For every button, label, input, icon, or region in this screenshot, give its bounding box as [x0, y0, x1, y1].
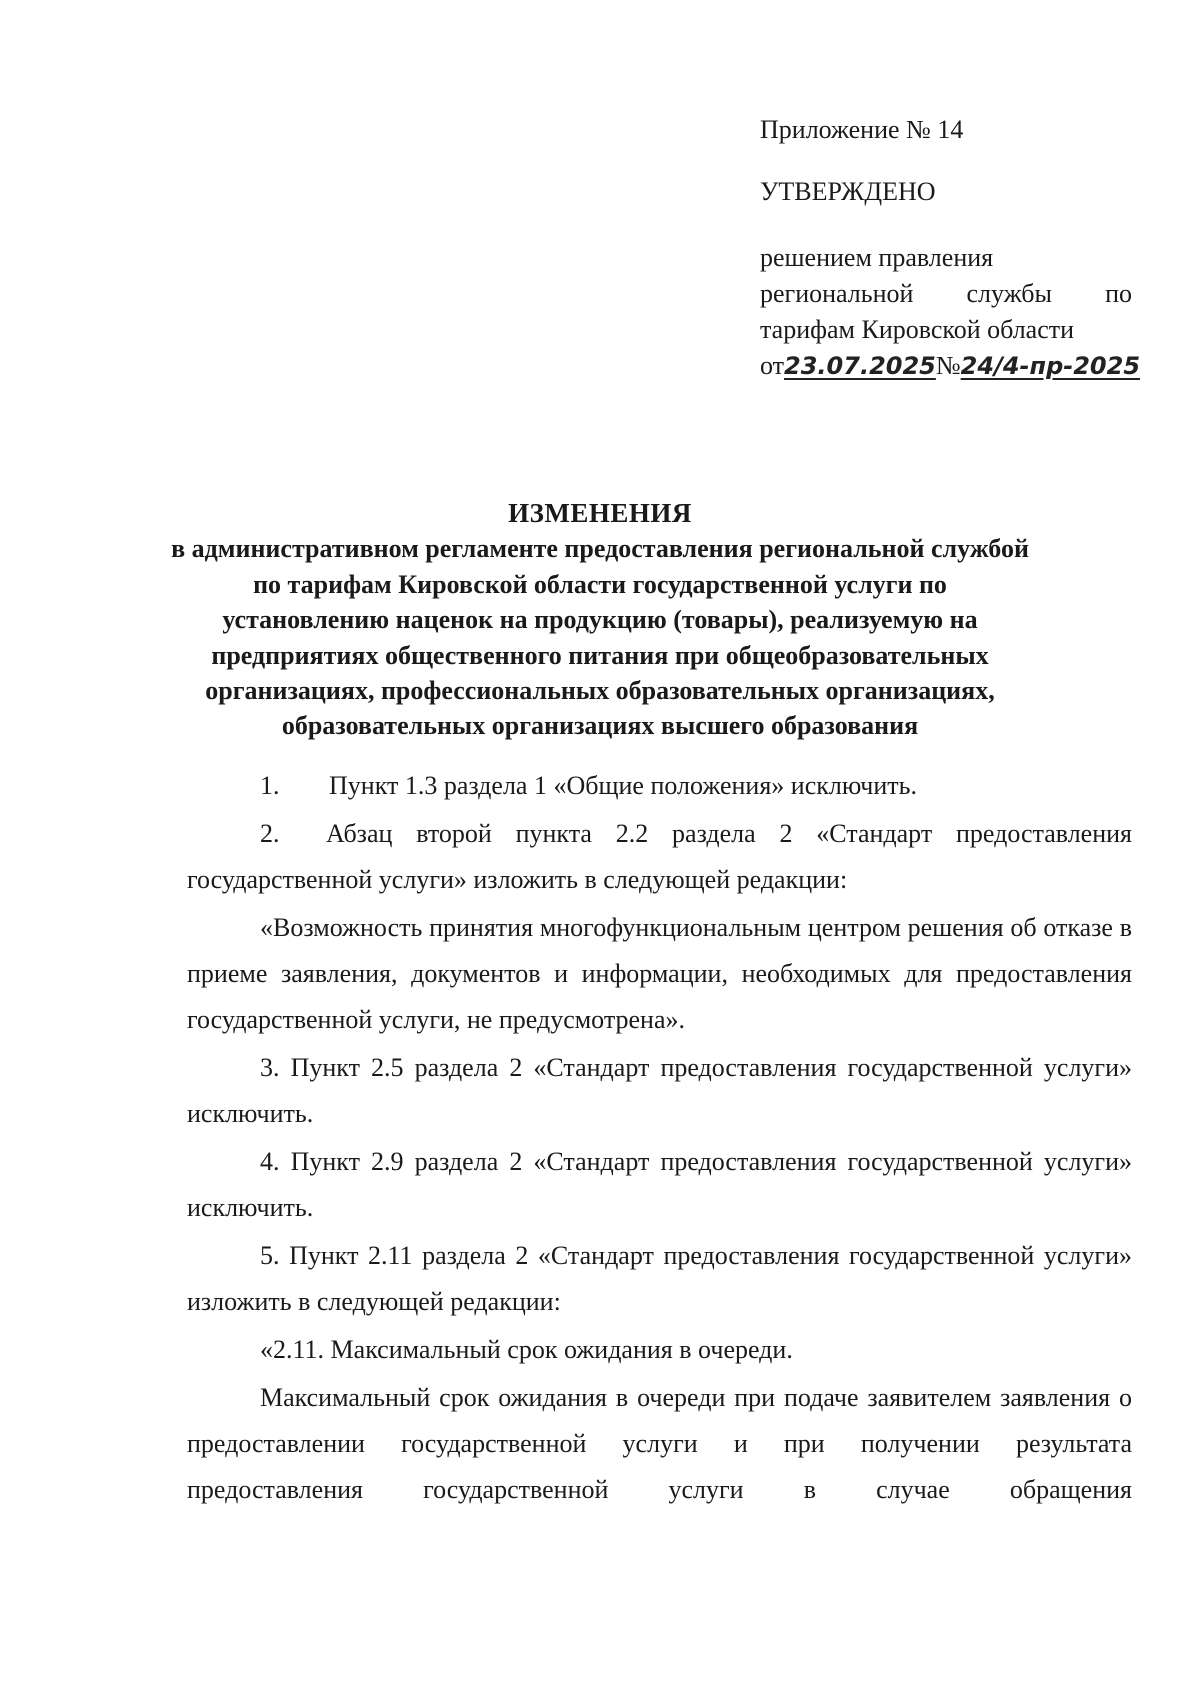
approval-block	[760, 112, 1140, 384]
heading-line: по тарифам Кировской области государственной услуги по	[253, 569, 947, 599]
heading-line: образовательных организациях высшего образования	[281, 711, 919, 741]
basis-line-2	[760, 276, 1132, 312]
item-text: Пункт 1.3 раздела 1 «Общие положения» исключить.	[329, 771, 917, 800]
basis-line-1: решением правления	[760, 243, 994, 272]
approval-stamp-text: УТВЕРЖДЕНО	[760, 177, 936, 206]
basis-word: службы	[966, 279, 1053, 308]
document-body	[187, 763, 1132, 1515]
annex-number: Приложение № 14	[760, 115, 964, 144]
heading-line: организациях, профессиональных образовательных организациях,	[205, 676, 995, 706]
heading-line: предприятиях общественного питания при общеобразовательных	[211, 640, 989, 670]
quoted-text-1: «Возможность принятия многофункциональным центром решения об отказе в приеме заявления, документов и информации, необходимых для предоставления государственной услуги, не предусмотрена».	[187, 913, 1132, 1034]
quoted-paragraph: Максимальный срок ожидания в очереди при подаче заявителем заявления о предоставлении государственной услуги и при получении результата предоставления государственной услуги в случае обращения	[187, 1383, 1132, 1504]
amendment-item-3: 3. Пункт 2.5 раздела 2 «Стандарт предоставления государственной услуги» исключить.	[187, 1053, 1132, 1128]
item-number: 1.	[260, 771, 280, 800]
document-title: ИЗМЕНЕНИЯ	[508, 498, 692, 528]
handwritten-number: 24/4-пр-2025	[960, 352, 1141, 380]
heading-line: в административном регламенте предоставления региональной службой	[171, 534, 1029, 564]
amendment-item-5: 5. Пункт 2.11 раздела 2 «Стандарт предоставления государственной услуги» изложить в следующей редакции:	[187, 1241, 1132, 1316]
basis-word: по	[1105, 279, 1132, 308]
approval-basis	[760, 240, 1140, 384]
basis-line-3: тарифам Кировской области	[760, 315, 1075, 344]
item-text: Абзац второй пункта 2.2 раздела 2 «Стандарт предоставления государственной услуги» изложить в следующей редакции:	[187, 819, 1132, 894]
amendment-item-4: 4. Пункт 2.9 раздела 2 «Стандарт предоставления государственной услуги» исключить.	[187, 1147, 1132, 1222]
date-prefix: от	[760, 351, 785, 380]
document-heading	[150, 496, 1050, 744]
quoted-subheading: «2.11. Максимальный срок ожидания в очереди.	[260, 1335, 793, 1364]
heading-line: установлению наценок на продукцию (товары), реализуемую на	[222, 605, 978, 635]
handwritten-date: 23.07.2025	[784, 352, 936, 380]
decision-date-number	[760, 348, 1140, 384]
item-number: 2.	[260, 819, 280, 848]
number-prefix: №	[935, 351, 961, 380]
amendment-item-2	[187, 811, 1132, 903]
amendment-item-1	[187, 763, 1132, 809]
basis-word: региональной	[760, 279, 914, 308]
